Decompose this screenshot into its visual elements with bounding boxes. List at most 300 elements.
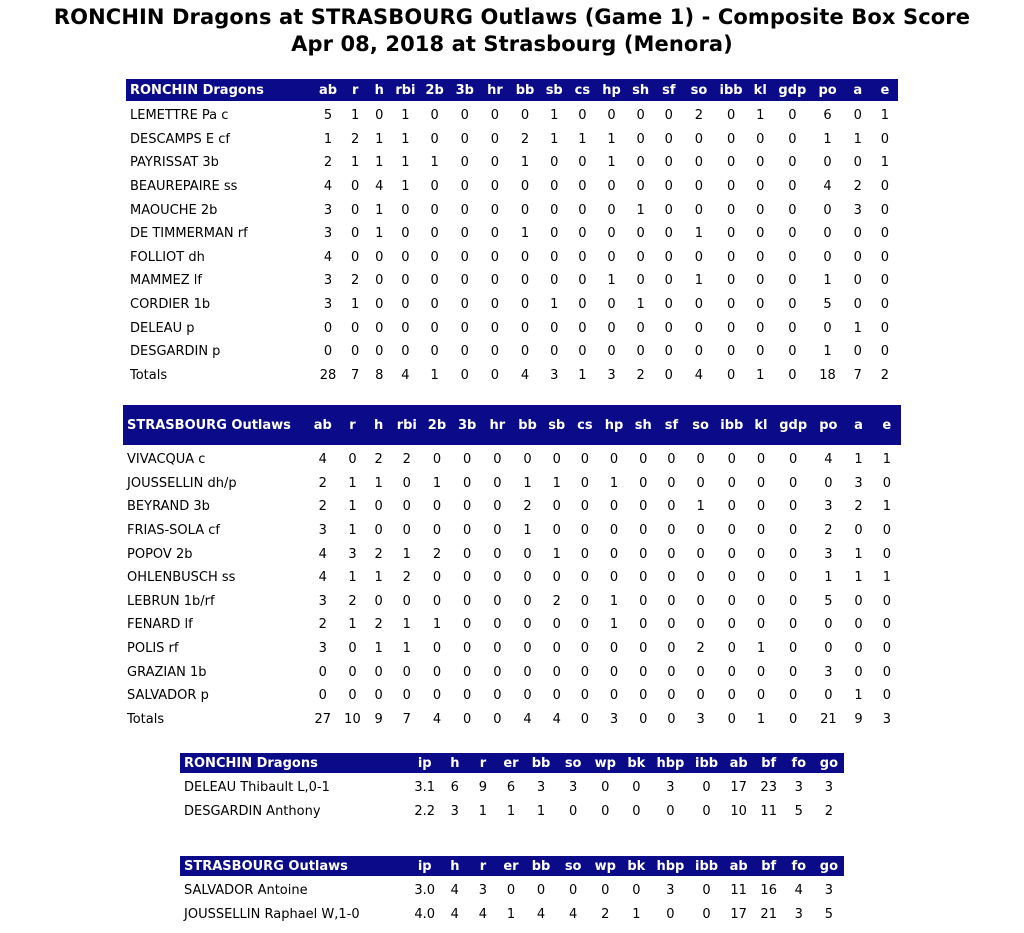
stat-ab: 1 <box>323 131 333 147</box>
table-header-row <box>180 856 844 876</box>
total-sh: 0 <box>639 711 648 727</box>
stat-ab: 4 <box>323 179 333 195</box>
stat-po: 1 <box>823 273 832 289</box>
stat-sf: 0 <box>664 108 673 124</box>
column-header-bk: bk <box>621 856 651 876</box>
stat-gdp: 0 <box>789 546 798 562</box>
stat-bb: 0 <box>523 546 532 562</box>
total-cs: 0 <box>580 711 590 727</box>
pitcher-row <box>180 800 844 824</box>
column-header-e: e <box>873 405 901 445</box>
stat-sf: 0 <box>664 202 673 218</box>
stat-ibb: 0 <box>726 297 736 313</box>
stat-ab: 10 <box>730 803 747 819</box>
stat-sf: 0 <box>664 226 673 242</box>
stat-2b: 0 <box>430 320 439 336</box>
stat-kl: 1 <box>756 108 765 124</box>
stat-hp: 1 <box>609 475 619 491</box>
stat-r: 0 <box>348 688 357 704</box>
stat-h: 6 <box>450 780 459 796</box>
stat-rbi: 1 <box>401 131 410 147</box>
stat-h: 2 <box>374 546 383 562</box>
column-header-ibb: ibb <box>716 405 748 445</box>
total-sb: 3 <box>550 367 559 383</box>
stat-rbi: 0 <box>402 475 411 491</box>
stat-fo: 3 <box>794 906 803 922</box>
stat-sf: 0 <box>667 617 676 633</box>
stat-so: 0 <box>696 593 705 609</box>
stat-sb: 0 <box>550 320 559 336</box>
stat-so: 2 <box>694 108 704 124</box>
stat-ab: 0 <box>318 688 327 704</box>
stat-hbp: 0 <box>666 803 675 819</box>
player-row <box>126 222 898 246</box>
stat-hr: 0 <box>493 593 502 609</box>
stat-ab: 2 <box>318 475 327 491</box>
total-sh: 2 <box>636 367 645 383</box>
stat-ibb: 0 <box>702 803 711 819</box>
team-name-header: RONCHIN Dragons <box>180 753 409 773</box>
total-2b: 1 <box>430 367 439 383</box>
column-header-bb: bb <box>525 753 557 773</box>
table-header-row <box>180 753 844 773</box>
player-row <box>126 246 898 270</box>
stat-2b: 0 <box>432 664 442 680</box>
totals-row <box>126 364 898 388</box>
stat-hbp: 3 <box>666 780 675 796</box>
stat-ibb: 0 <box>726 131 736 147</box>
stat-cs: 0 <box>580 641 590 657</box>
stat-bb: 0 <box>520 297 530 313</box>
stat-po: 0 <box>823 249 832 265</box>
total-hp: 3 <box>609 711 619 727</box>
stat-sf: 0 <box>667 664 676 680</box>
stat-kl: 0 <box>756 546 766 562</box>
stat-e: 0 <box>880 179 890 195</box>
stat-bb: 0 <box>523 641 532 657</box>
column-header-bb: bb <box>510 79 540 101</box>
stat-cs: 0 <box>578 108 587 124</box>
stat-sb: 1 <box>550 108 559 124</box>
stat-3b: 0 <box>460 344 469 360</box>
player-name: JOUSSELLIN dh/p <box>127 475 237 491</box>
stat-2b: 0 <box>432 688 442 704</box>
stat-r: 0 <box>348 452 357 468</box>
stat-ip: 4.0 <box>414 906 436 922</box>
stat-e: 0 <box>880 273 890 289</box>
stat-bk: 0 <box>632 803 641 819</box>
pitcher-row <box>180 776 844 800</box>
total-sf: 0 <box>664 367 673 383</box>
stat-e: 1 <box>882 570 891 586</box>
stat-sf: 0 <box>664 344 673 360</box>
stat-kl: 0 <box>756 688 766 704</box>
stat-sh: 0 <box>636 226 645 242</box>
stat-kl: 0 <box>756 570 766 586</box>
total-po: 18 <box>819 367 836 383</box>
stat-hr: 0 <box>490 344 500 360</box>
stat-kl: 0 <box>756 475 766 491</box>
stat-bb: 0 <box>536 883 546 899</box>
stat-h: 2 <box>374 617 383 633</box>
stat-2b: 0 <box>430 226 439 242</box>
stat-kl: 0 <box>756 452 766 468</box>
stat-2b: 0 <box>430 131 439 147</box>
stat-gdp: 0 <box>789 475 798 491</box>
stat-so: 0 <box>696 475 705 491</box>
stat-e: 0 <box>882 523 891 539</box>
stat-kl: 0 <box>756 297 765 313</box>
stat-gdp: 0 <box>789 499 798 515</box>
stat-h: 1 <box>375 155 384 171</box>
column-header-e: e <box>872 79 898 101</box>
stat-r: 0 <box>351 226 360 242</box>
stat-ibb: 0 <box>727 664 736 680</box>
stat-sf: 0 <box>664 249 673 265</box>
stat-ab: 2 <box>318 617 327 633</box>
pitcher-row <box>180 879 844 903</box>
stat-gdp: 0 <box>789 570 798 586</box>
stat-sh: 0 <box>639 617 648 633</box>
column-header-ip: ip <box>409 753 441 773</box>
column-header-2b: 2b <box>422 405 452 445</box>
column-header-go: go <box>814 753 844 773</box>
stat-ab: 3 <box>323 226 333 242</box>
stat-h: 0 <box>374 523 383 539</box>
total-a: 7 <box>853 367 862 383</box>
stat-a: 0 <box>854 641 863 657</box>
stat-rbi: 2 <box>402 452 411 468</box>
page-title: RONCHIN Dragons at STRASBOURG Outlaws (Game 1) - Composite Box Score <box>53 5 971 29</box>
total-e: 3 <box>882 711 891 727</box>
stat-kl: 0 <box>756 320 765 336</box>
column-header-r: r <box>469 753 497 773</box>
stat-sh: 0 <box>639 499 648 515</box>
stat-e: 1 <box>882 452 891 468</box>
stat-ibb: 0 <box>727 641 736 657</box>
player-name: MAMMEZ lf <box>130 273 202 289</box>
player-name: GRAZIAN 1b <box>127 664 207 680</box>
stat-3b: 0 <box>460 297 469 313</box>
stat-a: 0 <box>853 108 862 124</box>
stat-so: 4 <box>569 906 578 922</box>
stat-wp: 0 <box>601 780 610 796</box>
column-header-3b: 3b <box>452 405 482 445</box>
stat-kl: 0 <box>756 664 766 680</box>
stat-gdp: 0 <box>789 593 798 609</box>
column-header-rbi: rbi <box>392 405 422 445</box>
table-header-row <box>123 405 901 445</box>
stat-sb: 0 <box>550 179 559 195</box>
stat-kl: 0 <box>756 155 765 171</box>
column-header-ibb: ibb <box>689 856 723 876</box>
stat-hp: 0 <box>609 499 619 515</box>
stat-po: 4 <box>823 179 832 195</box>
column-header-ibb: ibb <box>715 79 747 101</box>
stat-ab: 0 <box>323 320 333 336</box>
stat-2b: 0 <box>432 593 442 609</box>
stat-e: 1 <box>880 108 890 124</box>
stat-fo: 3 <box>794 780 803 796</box>
stat-so: 1 <box>694 226 704 242</box>
stat-rbi: 1 <box>401 108 410 124</box>
stat-hp: 0 <box>609 523 619 539</box>
stat-3b: 0 <box>463 523 472 539</box>
stat-r: 0 <box>351 320 360 336</box>
stat-ab: 4 <box>318 570 327 586</box>
stat-sf: 0 <box>667 641 676 657</box>
stat-3b: 0 <box>463 499 472 515</box>
stat-ip: 3.1 <box>414 780 436 796</box>
stat-2b: 0 <box>432 523 442 539</box>
stat-bf: 21 <box>760 906 777 922</box>
stat-r: 1 <box>351 297 360 313</box>
column-header-a: a <box>844 79 872 101</box>
stat-er: 1 <box>506 906 516 922</box>
stat-3b: 0 <box>460 273 469 289</box>
column-header-sh: sh <box>627 79 655 101</box>
column-header-hp: hp <box>599 405 629 445</box>
stat-po: 0 <box>824 641 833 657</box>
stat-ab: 11 <box>730 883 747 899</box>
player-row <box>126 175 898 199</box>
stat-kl: 0 <box>756 617 766 633</box>
stat-ab: 17 <box>730 906 747 922</box>
total-hr: 0 <box>493 711 502 727</box>
player-row <box>123 519 901 543</box>
stat-hp: 0 <box>607 249 616 265</box>
stat-sh: 0 <box>636 108 645 124</box>
stat-ibb: 0 <box>726 108 736 124</box>
player-name: POLIS rf <box>127 641 179 657</box>
total-sb: 4 <box>552 711 561 727</box>
stat-rbi: 0 <box>401 202 410 218</box>
column-header-kl: kl <box>748 405 774 445</box>
column-header-so: so <box>557 856 589 876</box>
stat-bb: 0 <box>523 688 532 704</box>
stat-sh: 0 <box>639 475 648 491</box>
total-po: 21 <box>820 711 837 727</box>
player-name: DESCAMPS E cf <box>130 131 230 147</box>
column-header-wp: wp <box>589 856 621 876</box>
stat-r: 0 <box>348 641 357 657</box>
stat-2b: 0 <box>430 202 439 218</box>
column-header-po: po <box>812 405 844 445</box>
total-rbi: 4 <box>401 367 410 383</box>
player-row <box>123 448 901 472</box>
player-row <box>123 660 901 684</box>
player-row <box>123 613 901 637</box>
column-header-er: er <box>497 753 525 773</box>
stat-e: 0 <box>882 641 891 657</box>
stat-sb: 0 <box>552 617 561 633</box>
stat-ibb: 0 <box>726 344 736 360</box>
stat-sb: 0 <box>552 499 561 515</box>
stat-po: 3 <box>824 499 833 515</box>
stat-po: 1 <box>824 570 833 586</box>
stat-hp: 0 <box>607 297 616 313</box>
column-header-so: so <box>683 79 715 101</box>
stat-r: 1 <box>348 570 357 586</box>
stat-ab: 4 <box>318 452 327 468</box>
stat-so: 0 <box>696 546 705 562</box>
stat-so: 3 <box>569 780 578 796</box>
column-header-gdp: gdp <box>773 79 811 101</box>
stat-ab: 3 <box>318 641 327 657</box>
stat-sf: 0 <box>667 570 676 586</box>
stat-ab: 4 <box>318 546 327 562</box>
column-header-gdp: gdp <box>774 405 812 445</box>
stat-rbi: 0 <box>401 249 410 265</box>
stat-sh: 0 <box>639 688 648 704</box>
player-name: BEYRAND 3b <box>127 499 210 515</box>
stat-hr: 0 <box>493 570 502 586</box>
stat-cs: 0 <box>578 202 587 218</box>
stat-hp: 0 <box>609 641 619 657</box>
stat-r: 0 <box>351 249 360 265</box>
total-e: 2 <box>880 367 890 383</box>
stat-cs: 0 <box>578 249 587 265</box>
stat-r: 1 <box>351 155 360 171</box>
stat-kl: 0 <box>756 523 766 539</box>
stat-sb: 0 <box>552 688 561 704</box>
stat-gdp: 0 <box>789 641 798 657</box>
stat-rbi: 0 <box>402 593 411 609</box>
stat-gdp: 0 <box>789 452 798 468</box>
stat-hp: 1 <box>609 617 619 633</box>
stat-hr: 0 <box>493 475 502 491</box>
stat-cs: 0 <box>578 273 587 289</box>
stat-so: 0 <box>696 523 705 539</box>
column-header-sb: sb <box>543 405 571 445</box>
stat-ab: 17 <box>730 780 747 796</box>
stat-r: 1 <box>351 108 360 124</box>
stat-a: 0 <box>853 155 862 171</box>
stat-so: 0 <box>694 131 704 147</box>
stat-hp: 1 <box>607 131 616 147</box>
stat-ibb: 0 <box>726 249 736 265</box>
stat-er: 0 <box>506 883 516 899</box>
stat-po: 0 <box>824 617 833 633</box>
stat-hp: 0 <box>609 664 619 680</box>
stat-sb: 0 <box>552 570 561 586</box>
stat-gdp: 0 <box>789 688 798 704</box>
column-header-fo: fo <box>784 753 814 773</box>
stat-ibb: 0 <box>702 883 711 899</box>
stat-r: 1 <box>478 803 488 819</box>
stat-sb: 1 <box>550 131 559 147</box>
stat-ab: 5 <box>323 108 333 124</box>
player-row <box>123 684 901 708</box>
stat-e: 0 <box>882 688 891 704</box>
stat-bb: 3 <box>536 780 546 796</box>
stat-bb: 1 <box>520 226 530 242</box>
stat-rbi: 1 <box>402 641 411 657</box>
stat-3b: 0 <box>463 570 472 586</box>
stat-bb: 0 <box>520 249 530 265</box>
stat-sh: 0 <box>639 570 648 586</box>
column-header-hbp: hbp <box>651 753 689 773</box>
stat-h: 1 <box>374 475 383 491</box>
stat-r: 0 <box>351 344 360 360</box>
stat-rbi: 1 <box>402 546 411 562</box>
column-header-ibb: ibb <box>689 753 723 773</box>
stat-h: 0 <box>374 688 383 704</box>
column-header-ab: ab <box>306 405 339 445</box>
stat-bb: 0 <box>523 617 532 633</box>
stat-e: 0 <box>880 249 890 265</box>
stat-3b: 0 <box>463 546 472 562</box>
stat-a: 0 <box>854 523 863 539</box>
stat-ibb: 0 <box>727 546 736 562</box>
stat-bk: 1 <box>632 906 641 922</box>
stat-po: 0 <box>823 226 832 242</box>
stat-r: 1 <box>348 475 357 491</box>
column-header-r: r <box>469 856 497 876</box>
stat-3b: 0 <box>463 617 472 633</box>
stat-hr: 0 <box>490 155 500 171</box>
stat-rbi: 0 <box>402 523 411 539</box>
stat-po: 3 <box>824 664 833 680</box>
stat-3b: 0 <box>463 664 472 680</box>
stat-h: 0 <box>375 297 384 313</box>
total-r: 10 <box>344 711 361 727</box>
stat-2b: 0 <box>432 452 442 468</box>
stat-h: 1 <box>375 226 384 242</box>
stat-ibb: 0 <box>726 179 736 195</box>
column-header-h: h <box>441 856 469 876</box>
stat-cs: 0 <box>580 570 590 586</box>
player-row <box>126 104 898 128</box>
column-header-ab: ab <box>724 753 754 773</box>
stat-cs: 0 <box>580 664 590 680</box>
stat-sf: 0 <box>664 131 673 147</box>
stat-hp: 0 <box>607 344 616 360</box>
stat-ab: 3 <box>323 202 333 218</box>
stat-bb: 1 <box>520 155 530 171</box>
stat-hbp: 3 <box>666 883 675 899</box>
player-row <box>123 542 901 566</box>
stat-hr: 0 <box>493 523 502 539</box>
total-a: 9 <box>854 711 863 727</box>
stat-cs: 0 <box>578 226 587 242</box>
player-row <box>126 316 898 340</box>
stat-kl: 0 <box>756 226 765 242</box>
stat-rbi: 2 <box>402 570 411 586</box>
stat-kl: 0 <box>756 249 765 265</box>
player-row <box>126 151 898 175</box>
stat-e: 0 <box>882 546 891 562</box>
stat-so: 0 <box>696 570 705 586</box>
stat-a: 1 <box>853 320 862 336</box>
column-header-r: r <box>339 405 365 445</box>
stat-2b: 0 <box>430 273 439 289</box>
stat-r: 0 <box>348 664 357 680</box>
stat-hr: 0 <box>493 664 502 680</box>
column-header-cs: cs <box>571 405 599 445</box>
stat-a: 0 <box>853 273 862 289</box>
stat-cs: 0 <box>578 155 587 171</box>
stat-ab: 3 <box>318 523 327 539</box>
stat-fo: 5 <box>794 803 803 819</box>
stat-cs: 0 <box>580 452 590 468</box>
stat-a: 0 <box>853 226 862 242</box>
stat-cs: 0 <box>578 179 587 195</box>
column-header-3b: 3b <box>450 79 480 101</box>
stat-ab: 3 <box>323 273 333 289</box>
stat-po: 3 <box>824 546 833 562</box>
stat-wp: 2 <box>601 906 610 922</box>
